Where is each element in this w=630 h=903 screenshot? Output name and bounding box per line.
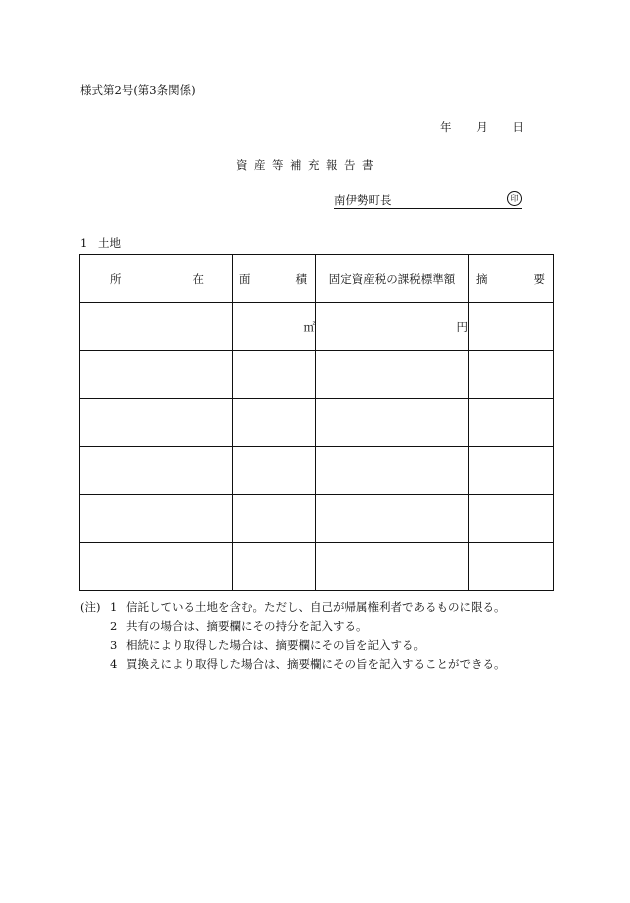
cell-remarks[interactable] xyxy=(469,447,554,495)
cell-remarks[interactable] xyxy=(469,351,554,399)
cell-location[interactable] xyxy=(80,399,233,447)
notes xyxy=(80,598,506,674)
note-text: 信託している土地を含む。ただし、自己が帰属権利者であるものに限る。 xyxy=(126,600,506,614)
area-unit: ㎡ xyxy=(303,319,315,334)
cell-remarks[interactable] xyxy=(469,303,554,351)
note-number: 2 xyxy=(110,619,118,633)
note-text: 相続により取得した場合は、摘要欄にその旨を記入する。 xyxy=(126,638,425,652)
note-item xyxy=(80,655,506,674)
notes-prefix: (注) xyxy=(80,600,101,614)
table-row xyxy=(80,399,554,447)
note-number: 3 xyxy=(110,638,118,652)
tax-base-unit: 円 xyxy=(456,319,468,334)
cell-tax-base[interactable] xyxy=(316,543,469,591)
date-line xyxy=(440,119,524,135)
header-area-char-2: 積 xyxy=(295,271,307,286)
header-remarks-char-2: 要 xyxy=(533,271,545,286)
note-item xyxy=(80,598,506,617)
seal-mark: 印 xyxy=(507,191,522,206)
header-area-char-1: 面 xyxy=(239,271,251,286)
note-number: 1 xyxy=(110,600,118,614)
land-table xyxy=(79,254,554,591)
recipient-name: 南伊勢町長 xyxy=(334,193,392,207)
cell-area[interactable] xyxy=(233,351,316,399)
date-month-label: 月 xyxy=(476,120,488,134)
note-item xyxy=(80,617,506,636)
header-remarks xyxy=(469,255,554,303)
cell-remarks[interactable] xyxy=(469,399,554,447)
cell-remarks[interactable] xyxy=(469,495,554,543)
header-location-char-2: 在 xyxy=(192,271,204,286)
table-header-row xyxy=(80,255,554,303)
section-number: 1 xyxy=(80,236,88,250)
header-remarks-char-1: 摘 xyxy=(476,271,488,286)
cell-location[interactable] xyxy=(80,447,233,495)
cell-area[interactable] xyxy=(233,303,316,351)
cell-tax-base[interactable] xyxy=(316,351,469,399)
cell-location[interactable] xyxy=(80,303,233,351)
header-location xyxy=(80,255,233,303)
cell-tax-base[interactable] xyxy=(316,495,469,543)
cell-tax-base[interactable] xyxy=(316,303,469,351)
recipient-line xyxy=(334,190,522,209)
cell-location[interactable] xyxy=(80,351,233,399)
note-item xyxy=(80,636,506,655)
header-location-char-1: 所 xyxy=(110,271,122,286)
cell-area[interactable] xyxy=(233,447,316,495)
table-row xyxy=(80,351,554,399)
cell-tax-base[interactable] xyxy=(316,399,469,447)
cell-location[interactable] xyxy=(80,495,233,543)
note-text: 買換えにより取得した場合は、摘要欄にその旨を記入することができる。 xyxy=(126,657,506,671)
section-title: 土地 xyxy=(98,236,121,250)
note-number: 4 xyxy=(110,657,118,671)
cell-tax-base[interactable] xyxy=(316,447,469,495)
form-number: 様式第2号(第3条関係) xyxy=(80,83,196,97)
header-tax-base: 固定資産税の課税標準額 xyxy=(316,255,469,303)
cell-area[interactable] xyxy=(233,495,316,543)
cell-area[interactable] xyxy=(233,399,316,447)
date-day-label: 日 xyxy=(512,120,524,134)
cell-remarks[interactable] xyxy=(469,543,554,591)
cell-location[interactable] xyxy=(80,543,233,591)
document-title: 資産等補充報告書 xyxy=(236,158,380,172)
table-row xyxy=(80,495,554,543)
table-row xyxy=(80,447,554,495)
table-row xyxy=(80,543,554,591)
date-year-label: 年 xyxy=(440,120,452,134)
note-text: 共有の場合は、摘要欄にその持分を記入する。 xyxy=(126,619,368,633)
section-heading xyxy=(80,235,121,251)
header-area xyxy=(233,255,316,303)
table-row xyxy=(80,303,554,351)
cell-area[interactable] xyxy=(233,543,316,591)
